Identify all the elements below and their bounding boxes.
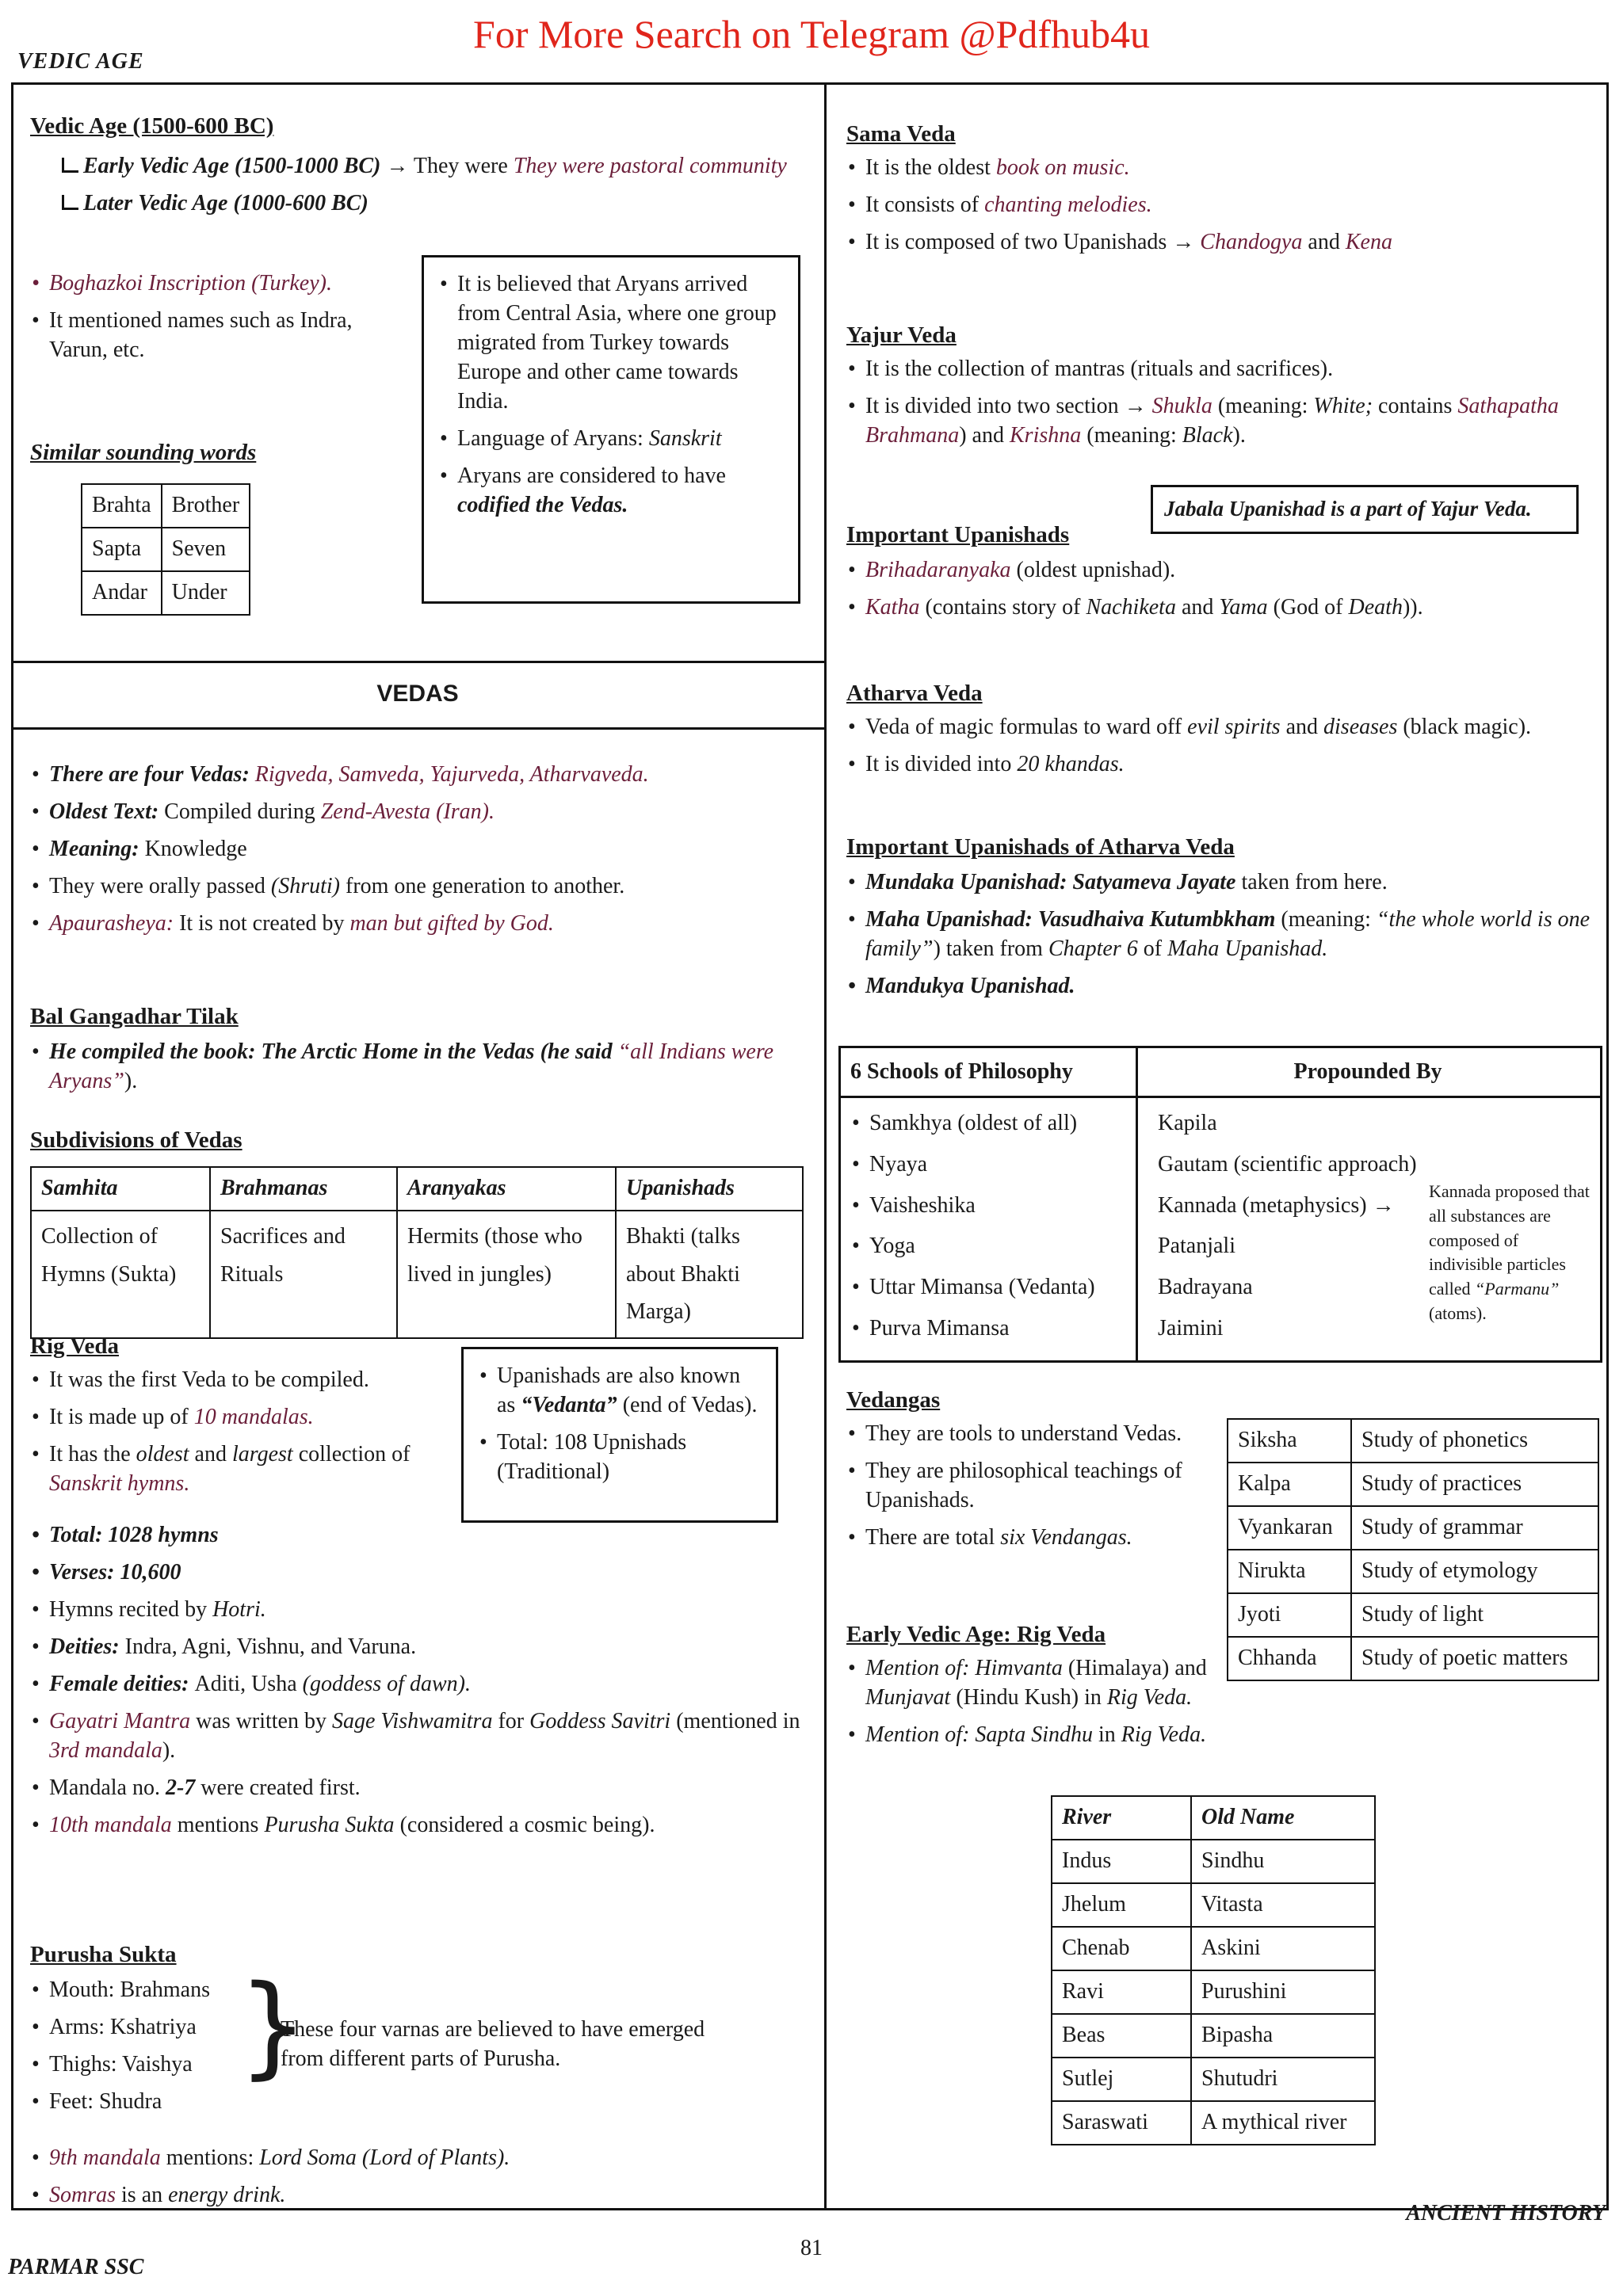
vedangas-title: Vedangas bbox=[846, 1387, 941, 1413]
varna-kshatriya: • Arms: Kshatriya bbox=[30, 2013, 244, 2042]
rig-mandala-first: • Mandala no. 2-7 were created first. bbox=[30, 1774, 815, 1803]
shruti: • They were orally passed (Shruti) from one generation to another. bbox=[30, 872, 815, 902]
atharva-upanishads-section bbox=[846, 832, 1599, 1009]
aryans-origin: • It is believed that Aryans arrived from Central Asia, where one group migrated from Turkey towards Europe and other came towards India. bbox=[438, 270, 784, 417]
school-yoga: • Yoga bbox=[850, 1231, 1136, 1261]
vedas-rule-bottom bbox=[11, 727, 824, 730]
similar-words-title: Similar sounding words bbox=[30, 440, 257, 465]
rig-purusha-sukta: • 10th mandala mentions Purusha Sukta (considered a cosmic being). bbox=[30, 1811, 815, 1840]
vedanta: • Upanishads are also known as “Vedanta” (end of Vedas). bbox=[478, 1362, 762, 1421]
school-vaisheshika: • Vaisheshika bbox=[850, 1191, 1136, 1221]
founder-badrayana: Badrayana bbox=[1158, 1275, 1253, 1300]
mundaka: • Mundaka Upanishad: Satyameva Jayate taken from here. bbox=[846, 868, 1599, 898]
sama-melodies: • It consists of chanting melodies. bbox=[846, 191, 1599, 220]
table-row: Sutlej Shutudri bbox=[1052, 2058, 1375, 2101]
philosophy-header-founders: Propounded By bbox=[1293, 1059, 1442, 1084]
vedic-age-later: Later Vedic Age (1000-600 BC) bbox=[62, 189, 815, 219]
purusha-title: Purusha Sukta bbox=[30, 1942, 177, 1967]
purusha-section bbox=[30, 1939, 815, 2218]
rig-deities: • Deities: Indra, Agni, Vishnu, and Varuna. bbox=[30, 1633, 815, 1662]
himvanta: • Mention of: Himvanta (Himalaya) and Munjavat (Hindu Kush) in Rig Veda. bbox=[846, 1654, 1227, 1713]
telegram-banner: For More Search on Telegram @Pdfhub4u bbox=[473, 12, 1150, 56]
rig-veda-section bbox=[30, 1331, 450, 1507]
sapta-sindhu: • Mention of: Sapta Sindhu in Rig Veda. bbox=[846, 1721, 1227, 1750]
footer-publisher: PARMAR SSC bbox=[8, 2255, 144, 2279]
sama-veda-section bbox=[846, 119, 1599, 265]
boghazkoi-section bbox=[30, 269, 403, 373]
four-vedas: • There are four Vedas: Rigveda, Samveda, Yajurveda, Atharvaveda. bbox=[30, 761, 815, 790]
rig-first: • It was the first Veda to be compiled. bbox=[30, 1366, 450, 1395]
table-row: Ravi Purushini bbox=[1052, 1970, 1375, 2014]
rig-veda-section-2 bbox=[30, 1521, 815, 1848]
aryans-vedas: • Aryans are considered to have codified the Vedas. bbox=[438, 462, 784, 521]
vedangas-tools: • They are tools to understand Vedas. bbox=[846, 1420, 1219, 1449]
varna-vaishya: • Thighs: Vaishya bbox=[30, 2050, 244, 2080]
aryans-language: • Language of Aryans: Sanskrit bbox=[438, 425, 784, 454]
school-nyaya: • Nyaya bbox=[850, 1150, 1136, 1180]
tilak-title: Bal Gangadhar Tilak bbox=[30, 1004, 239, 1029]
table-row: Beas Bipasha bbox=[1052, 2014, 1375, 2058]
maha-upanishad: • Maha Upanishad: Vasudhaiva Kutumbkham (meaning: “the whole world is one family”) taken from Chapter 6 of Maha Upanishad. bbox=[846, 906, 1599, 964]
founder-gautam: Gautam (scientific approach) bbox=[1158, 1151, 1417, 1177]
chapter-header: VEDIC AGE bbox=[17, 49, 144, 74]
sama-music: • It is the oldest book on music. bbox=[846, 154, 1599, 183]
brihadaranyaka: • Brihadaranyaka (oldest upnishad). bbox=[846, 556, 1599, 585]
boghazkoi-inscription: • Boghazkoi Inscription (Turkey). bbox=[30, 269, 403, 299]
tilak-book: • He compiled the book: The Arctic Home in the Vedas (he said “all Indians were Aryans”). bbox=[30, 1038, 815, 1097]
philosophy-table bbox=[838, 1046, 1602, 1363]
vedic-age-title: Vedic Age (1500-600 BC) bbox=[30, 113, 274, 139]
jabala-box: Jabala Upanishad is a part of Yajur Veda. bbox=[1151, 485, 1579, 534]
rivers-table bbox=[1051, 1795, 1376, 2145]
similar-words-section bbox=[30, 437, 256, 616]
rig-female-deities: • Female deities: Aditi, Usha (goddess of dawn). bbox=[30, 1670, 815, 1699]
rig-gayatri: • Gayatri Mantra was written by Sage Vishwamitra for Goddess Savitri (mentioned in 3rd mandala). bbox=[30, 1707, 815, 1766]
yajur-sections: • It is divided into two section → Shukla (meaning: White; contains Sathapatha Brahmana) and Krishna (meaning: Black). bbox=[846, 392, 1599, 451]
rig-oldest: • It has the oldest and largest collection of Sanskrit hymns. bbox=[30, 1440, 450, 1499]
varna-note: These four varnas are believed to have emerged from different parts of Purusha. bbox=[281, 2017, 705, 2072]
table-row: Brahta Brother bbox=[82, 484, 250, 528]
boghazkoi-names: • It mentioned names such as Indra, Varun, etc. bbox=[30, 307, 403, 365]
subdivisions-table bbox=[30, 1166, 804, 1339]
vedangas-section bbox=[846, 1385, 1219, 1561]
vedas-heading: VEDAS bbox=[376, 681, 459, 707]
tilak-section bbox=[30, 1001, 815, 1104]
mandukya: • Mandukya Upanishad. bbox=[846, 972, 1599, 1001]
varna-brahmans: • Mouth: Brahmans bbox=[30, 1976, 244, 2005]
yajur-veda-section bbox=[846, 320, 1599, 459]
atharva-veda-section bbox=[846, 678, 1599, 788]
table-row: Siksha Study of phonetics bbox=[1228, 1419, 1598, 1463]
table-row: Nirukta Study of etymology bbox=[1228, 1550, 1598, 1593]
imp-upanishads-title: Important Upanishads bbox=[846, 522, 1070, 547]
table-row: Kalpa Study of practices bbox=[1228, 1463, 1598, 1506]
subdivisions-title: Subdivisions of Vedas bbox=[30, 1127, 242, 1153]
early-rig-title: Early Vedic Age: Rig Veda bbox=[846, 1622, 1106, 1647]
katha: • Katha (contains story of Nachiketa and Yama (God of Death)). bbox=[846, 593, 1599, 623]
school-purva-mimansa: • Purva Mimansa bbox=[850, 1314, 1136, 1344]
table-row: Samhita Brahmanas Aranyakas Upanishads bbox=[31, 1167, 803, 1211]
imp-upanishads-section bbox=[846, 520, 1599, 631]
footer-subject: ANCIENT HISTORY bbox=[1406, 2201, 1606, 2225]
oldest-text: • Oldest Text: Compiled during Zend-Avesta (Iran). bbox=[30, 798, 815, 827]
sama-veda-title: Sama Veda bbox=[846, 121, 956, 147]
column-divider bbox=[824, 82, 827, 2210]
atharva-magic: • Veda of magic formulas to ward off evil spirits and diseases (black magic). bbox=[846, 713, 1599, 742]
apaurasheya: • Apaurasheya: It is not created by man but gifted by God. bbox=[30, 910, 815, 939]
table-row: Chenab Askini bbox=[1052, 1927, 1375, 1970]
founders-list bbox=[1158, 1108, 1419, 1355]
table-row: River Old Name bbox=[1052, 1796, 1375, 1840]
table-row: Jyoti Study of light bbox=[1228, 1593, 1598, 1637]
atharva-khandas: • It is divided into 20 khandas. bbox=[846, 750, 1599, 780]
yajur-veda-title: Yajur Veda bbox=[846, 322, 957, 348]
rig-veda-title: Rig Veda bbox=[30, 1333, 120, 1359]
table-row: Sapta Seven bbox=[82, 528, 250, 571]
vedic-age-section bbox=[30, 111, 815, 219]
table-row: Jhelum Vitasta bbox=[1052, 1883, 1375, 1927]
somras: • Somras is an energy drink. bbox=[30, 2181, 815, 2210]
vedas-rule-top bbox=[11, 661, 824, 663]
vedas-meaning: • Meaning: Knowledge bbox=[30, 835, 815, 864]
table-row: Chhanda Study of poetic matters bbox=[1228, 1637, 1598, 1680]
vedangas-teachings: • They are philosophical teachings of Upanishads. bbox=[846, 1457, 1219, 1516]
aryans-box bbox=[422, 255, 800, 604]
school-uttar-mimansa: • Uttar Mimansa (Vedanta) bbox=[850, 1272, 1136, 1302]
brace-icon: } bbox=[238, 1962, 309, 2092]
table-row: Indus Sindhu bbox=[1052, 1840, 1375, 1883]
founder-kannada: Kannada (metaphysics) → bbox=[1158, 1192, 1395, 1218]
founder-kapila: Kapila bbox=[1158, 1111, 1217, 1135]
rig-hotri: • Hymns recited by Hotri. bbox=[30, 1596, 815, 1625]
rig-hymns: • Total: 1028 hymns bbox=[30, 1521, 815, 1550]
subdivisions-section bbox=[30, 1125, 815, 1339]
varna-shudra: • Feet: Shudra bbox=[30, 2088, 244, 2117]
upanishad-total: • Total: 108 Upnishads (Traditional) bbox=[478, 1428, 762, 1487]
founder-jaimini: Jaimini bbox=[1158, 1315, 1224, 1341]
page-number: 81 bbox=[800, 2236, 823, 2260]
table-row: Saraswati A mythical river bbox=[1052, 2101, 1375, 2145]
table-row: Collection of Hymns (Sukta) Sacrifices and Rituals Hermits (those who lived in jungles) Bhakti (talks about Bhakti Marga) bbox=[31, 1211, 803, 1338]
early-rig-section bbox=[846, 1619, 1227, 1758]
vedas-points bbox=[30, 761, 815, 947]
upanishad-box bbox=[461, 1347, 778, 1523]
school-samkhya: • Samkhya (oldest of all) bbox=[850, 1108, 1136, 1138]
vedangas-count: • There are total six Vendangas. bbox=[846, 1524, 1219, 1553]
table-row: Andar Under bbox=[82, 571, 250, 615]
parmanu-note: Kannada proposed that all substances are composed of indivisible particles called “Parmanu” (atoms). bbox=[1429, 1181, 1590, 1323]
table-row: Vyankaran Study of grammar bbox=[1228, 1506, 1598, 1550]
founder-patanjali: Patanjali bbox=[1158, 1234, 1235, 1259]
rig-mandalas: • It is made up of 10 mandalas. bbox=[30, 1403, 450, 1432]
similar-words-table bbox=[81, 483, 250, 616]
sama-upanishads: • It is composed of two Upanishads → Chandogya and Kena bbox=[846, 228, 1599, 257]
yajur-mantras: • It is the collection of mantras (rituals and sacrifices). bbox=[846, 355, 1599, 384]
vedangas-table bbox=[1227, 1418, 1599, 1681]
philosophy-header-schools: 6 Schools of Philosophy bbox=[850, 1059, 1073, 1084]
vedic-age-early: Early Vedic Age (1500-1000 BC) → They were They were pastoral community bbox=[62, 152, 815, 181]
rig-verses: • Verses: 10,600 bbox=[30, 1558, 815, 1588]
atharva-veda-title: Atharva Veda bbox=[846, 681, 983, 706]
atharva-upanishads-title: Important Upanishads of Atharva Veda bbox=[846, 834, 1235, 860]
ninth-mandala: • 9th mandala mentions: Lord Soma (Lord of Plants). bbox=[30, 2144, 815, 2173]
